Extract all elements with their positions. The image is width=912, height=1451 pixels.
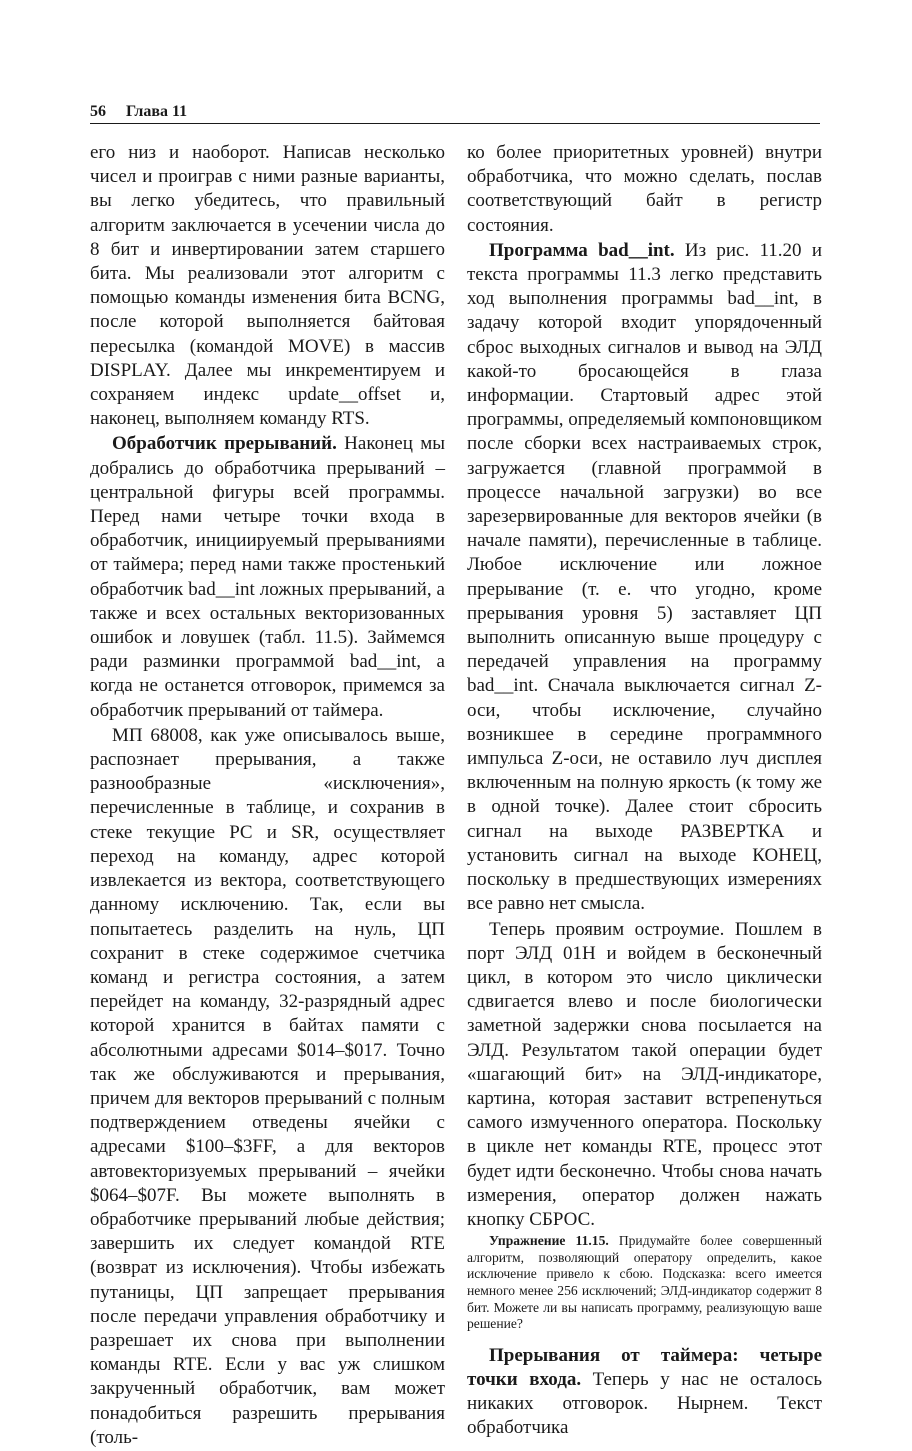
section-heading: Прерывания от таймера: четыре точки входа. — [467, 1344, 822, 1390]
right-column — [467, 141, 822, 1442]
paragraph: ко более приоритетных уровней) внутри обработчика, что можно сделать, послав соответствующий байт в регистр состояния. — [467, 142, 822, 236]
section-heading: Обработчик прерываний. — [112, 433, 337, 455]
paragraph-text: Из рис. 11.20 и текста программы 11.3 легко представить ход выполнения программы bad__int, в задачу которой входит упорядоченный сброс выходных сигналов и вывод на ЭЛД какой-то бросающейся в глаза информации. Стартовый адрес этой программы, определяемый компоновщиком после сборки всех настраиваемых строк, загружается (главной программой в процессе начальной загрузки) во все зарезервированные для векторов ячейки (в начале памяти), перечисленные в таблице. Любое исключение или ложное прерывание (т. е. что угодно, кроме прерывания уровня 5) заставляет ЦП выполнить описанную выше процедуру с передачей управления на программу bad__int. Сначала выключается сигнал Z-оси, чтобы исключение, случайно возникшее в середине программного импульса Z-оси, не оставило луч дисплея включенным на полную яркость (к тому же в одной точке). Далее стоит сбросить сигнал на выходе РАЗВЕРТКА и установить сигнал на выходе КОНЕЦ, поскольку в предшествующих измерениях все равно нет смысла. — [467, 239, 822, 915]
section-heading: Программа bad__int. — [489, 239, 675, 261]
page-number: 56 — [90, 103, 106, 120]
exercise — [467, 1233, 822, 1333]
paragraph-text: Наконец мы добрались до обработчика прерываний – центральной фигуры всей программы. Перед нами четыре точки входа в обработчик, инициируемый прерываниями от таймера; перед нами также простенький обработчик bad__int ложных прерываний, а также и всех остальных векторизованных ошибок и ловушек (табл. 11.5). Займемся ради разминки программой bad__int, а когда не останется отговорок, примемся за обработчик прерываний от таймера. — [90, 433, 445, 721]
chapter-title: Глава 11 — [126, 103, 188, 120]
paragraph-interrupt-handler — [90, 432, 445, 722]
exercise-label: Упражнение 11.15. — [489, 1233, 609, 1249]
paragraph: Теперь проявим остроумие. Пошлем в порт ЭЛД 01Н и войдем в бесконечный цикл, в котором это число циклически сдвигается влево и после биологически заметной задержки снова посылается на ЭЛД. Результатом такой операции будет «шагающий бит» на ЭЛД-индикаторе, картина, которая заставит встрепенуться самого измученного оператора. Поскольку в цикле нет команды RTE, процесс этот будет идти бесконечно. Чтобы снова начать измерения, оператор должен нажать кнопку СБРОС. — [467, 918, 822, 1230]
left-column — [90, 141, 445, 1451]
running-header — [90, 102, 820, 122]
paragraph: его низ и наоборот. Написав несколько чисел и проиграв с ними разные варианты, вы легко убедитесь, что правильный алгоритм заключается в усечении числа до 8 бит и инвертировании затем старшего бита. Мы реализовали этот алгоритм с помощью команды изменения бита BCNG, после которой выполняется байтовая пересылка (командой MOVE) в массив DISPLAY. Далее мы инкрементируем и сохраняем индекс update__offset и, наконец, выполняем команду RTS. — [90, 142, 445, 430]
paragraph-timer-interrupts — [467, 1344, 822, 1441]
header-rule — [90, 123, 820, 124]
exercise-text: Придумайте более совершенный алгоритм, позволяющий оператору определить, какое исключение привело к сбою. Подсказка: всего имеется немного менее 256 исключений; ЭЛД-индикатор содержит 8 бит. Можете ли вы написать программу, реализующую ваше решение? — [467, 1233, 822, 1332]
paragraph-text: Теперь у нас не осталось никаких отговорок. Нырнем. Текст обработчика — [467, 1368, 822, 1439]
paragraph-bad-int — [467, 239, 822, 917]
paragraph: МП 68008, как уже описывалось выше, распознает прерывания, а также разнообразные «исключения», перечисленные в таблице, и сохранив в стеке текущие PC и SR, осуществляет переход на команду, адрес которой извлекается из вектора, соответствующего данному исключению. Так, если вы попытаетесь разделить на нуль, ЦП сохранит в стеке содержимое счетчика команд и регистра состояния, а затем перейдет на команду, 32-разрядный адрес которой хранится в байтах памяти с абсолютными адресами $014–$017. Точно так же обслуживаются и прерывания, причем для векторов прерываний с полным подтверждением отведены ячейки с адресами $100–$3FF, а для векторов автовекторизуемых прерываний – ячейки $064–$07F. Вы можете выполнять в обработчике прерываний любые действия; завершить их следует командой RTE (возврат из исключения). Чтобы избежать путаницы, ЦП запрещает прерывания после передачи управления обработчику и разрешает их снова при выполнении команды RTE. Если у вас уж слишком закрученный обработчик, вам может понадобиться разрешить прерывания (толь- — [90, 724, 445, 1448]
